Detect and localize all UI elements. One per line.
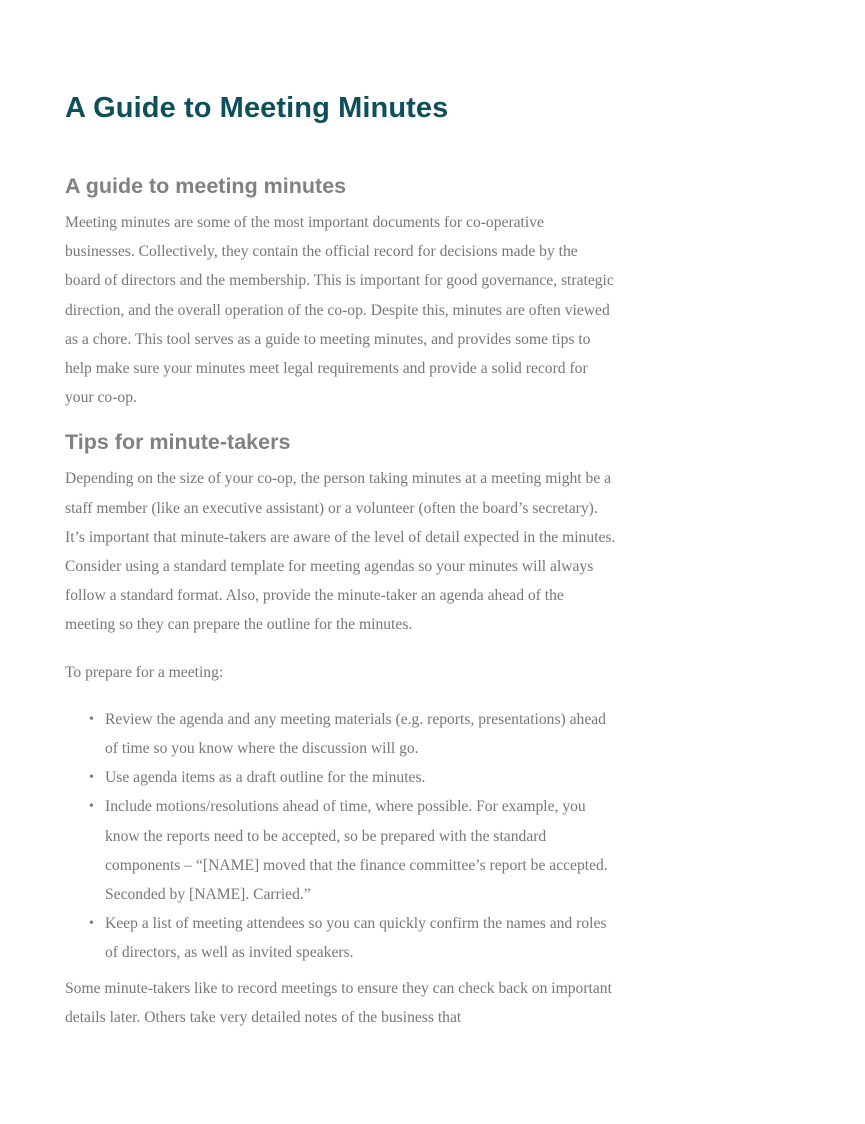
bullet-marker: • bbox=[89, 799, 94, 815]
preparation-list bbox=[65, 705, 617, 968]
list-item-text: Review the agenda and any meeting materials (e.g. reports, presentations) ahead of time so you know where the discussion will go. bbox=[105, 710, 606, 758]
tips-paragraph: Depending on the size of your co-op, the person taking minutes at a meeting might be a staff member (like an executive assistant) or a volunteer (often the board’s secretary). It’s important that minute-takers are aware of the level of detail expected in the minutes. Consider using a standard template for meeting agendas so your minutes will always follow a standard format. Also, provide the minute-taker an agenda ahead of the meeting so they can prepare the outline for the minutes. bbox=[65, 470, 616, 634]
bullet-marker: • bbox=[89, 770, 94, 786]
list-item-text: Use agenda items as a draft outline for the minutes. bbox=[105, 769, 426, 787]
section-heading-guide: A guide to meeting minutes bbox=[65, 174, 347, 198]
list-item bbox=[89, 909, 617, 967]
prepare-intro: To prepare for a meeting: bbox=[65, 663, 224, 681]
list-item bbox=[89, 792, 617, 909]
bullet-marker: • bbox=[89, 916, 94, 932]
guide-paragraph: Meeting minutes are some of the most important documents for co-operative businesses. Collectively, they contain the official record for decisions made by the board of directors and the membership. This is important for good governance, strategic direction, and the overall operation of the co-op. Despite this, minutes are often viewed as a chore. This tool serves as a guide to meeting minutes, and provides some tips to help make sure your minutes meet legal requirements and provide a solid record for your co-op. bbox=[65, 214, 614, 407]
section-heading-tips: Tips for minute-takers bbox=[65, 430, 291, 455]
list-item bbox=[89, 705, 617, 763]
recording-paragraph: Some minute-takers like to record meetings to ensure they can check back on important details later. Others take very detailed notes of the business that bbox=[65, 979, 612, 1026]
list-item bbox=[89, 763, 617, 792]
document-content bbox=[65, 88, 617, 1032]
list-item-text: Keep a list of meeting attendees so you can quickly confirm the names and roles of directors, as well as invited speakers. bbox=[105, 915, 607, 962]
list-item-text: Include motions/resolutions ahead of time, where possible. For example, you know the reports need to be accepted, so be prepared with the standard components – “[NAME] moved that the finance committee’s report be accepted. Seconded by [NAME]. Carried.” bbox=[105, 798, 608, 904]
page-title: A Guide to Meeting Minutes bbox=[65, 92, 449, 124]
bullet-marker: • bbox=[89, 711, 94, 727]
